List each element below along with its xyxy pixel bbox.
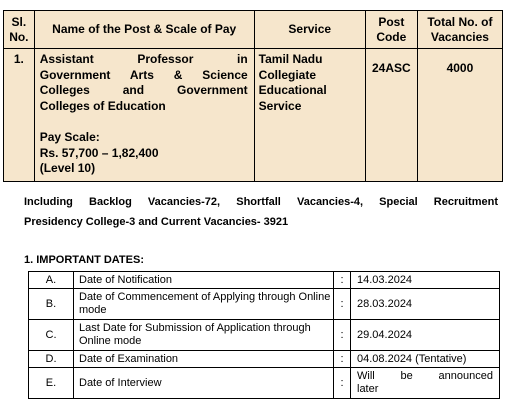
date-row-letter: B. — [29, 289, 74, 320]
date-row-value: 28.03.2024 — [351, 289, 500, 320]
vacancy-breakdown-line: Including Backlog Vacancies-72, Shortfall Vacancies-4, Special Recruitment — [24, 196, 498, 208]
important-dates-table — [28, 271, 500, 399]
date-row — [29, 351, 500, 368]
service-line: Service — [258, 98, 302, 113]
post-table-row — [4, 49, 503, 182]
row-sl-no: 1. — [4, 49, 35, 182]
post-table — [3, 10, 503, 182]
date-row-separator: : — [334, 289, 351, 320]
post-name-line: Colleges and Government — [39, 83, 248, 97]
date-row-letter: C. — [29, 320, 74, 351]
header-sl-no: Sl. No. — [4, 11, 35, 49]
service-line: Tamil Nadu — [258, 52, 323, 66]
important-dates-heading: 1. IMPORTANT DATES: — [24, 254, 144, 266]
date-row-separator: : — [334, 351, 351, 368]
date-row — [29, 272, 500, 289]
date-row-separator: : — [334, 320, 351, 351]
row-post-name — [34, 49, 254, 182]
header-service: Service — [254, 11, 365, 49]
date-row-value — [351, 368, 500, 399]
date-row-value: 04.08.2024 (Tentative) — [351, 351, 500, 368]
date-row-letter: A. — [29, 272, 74, 289]
header-post-name: Name of the Post & Scale of Pay — [34, 11, 254, 49]
row-post-code: 24ASC — [365, 49, 417, 182]
header-total-vacancies: Total No. of Vacancies — [417, 11, 502, 49]
vacancy-breakdown-note — [24, 192, 498, 232]
date-row — [29, 368, 500, 399]
pay-scale-level: (Level 10) — [39, 161, 96, 175]
post-name-line: Government Arts & Science — [39, 67, 248, 82]
date-row-value: 29.04.2024 — [351, 320, 500, 351]
date-row-separator: : — [334, 272, 351, 289]
post-table-header-row — [4, 11, 503, 49]
date-row-letter: D. — [29, 351, 74, 368]
date-row — [29, 320, 500, 351]
date-row-value-line: later — [357, 383, 379, 395]
pay-scale-label: Pay Scale: — [39, 130, 100, 144]
date-row-value: 14.03.2024 — [351, 272, 500, 289]
date-row — [29, 289, 500, 320]
date-row-value-line: Will be announced — [357, 370, 493, 382]
date-row-label: Last Date for Submission of Application through Online mode — [74, 320, 334, 351]
post-name-line: Colleges of Education — [39, 98, 166, 113]
date-row-label: Date of Examination — [74, 351, 334, 368]
vacancy-breakdown-line: Presidency College-3 and Current Vacancies- 3921 — [24, 216, 289, 228]
date-row-separator: : — [334, 368, 351, 399]
pay-scale — [40, 130, 248, 177]
date-row-label: Date of Interview — [74, 368, 334, 399]
pay-scale-range: Rs. 57,700 – 1,82,400 — [39, 145, 159, 160]
date-row-label: Date of Commencement of Applying through Online mode — [74, 289, 334, 320]
service-line: Collegiate — [258, 67, 317, 82]
row-service — [254, 49, 365, 182]
row-total-vacancies: 4000 — [417, 49, 502, 182]
service-line: Educational — [258, 83, 327, 97]
header-post-code: Post Code — [365, 11, 417, 49]
date-row-label: Date of Notification — [74, 272, 334, 289]
date-row-letter: E. — [29, 368, 74, 399]
post-name-line: Assistant Professor in — [39, 52, 248, 66]
